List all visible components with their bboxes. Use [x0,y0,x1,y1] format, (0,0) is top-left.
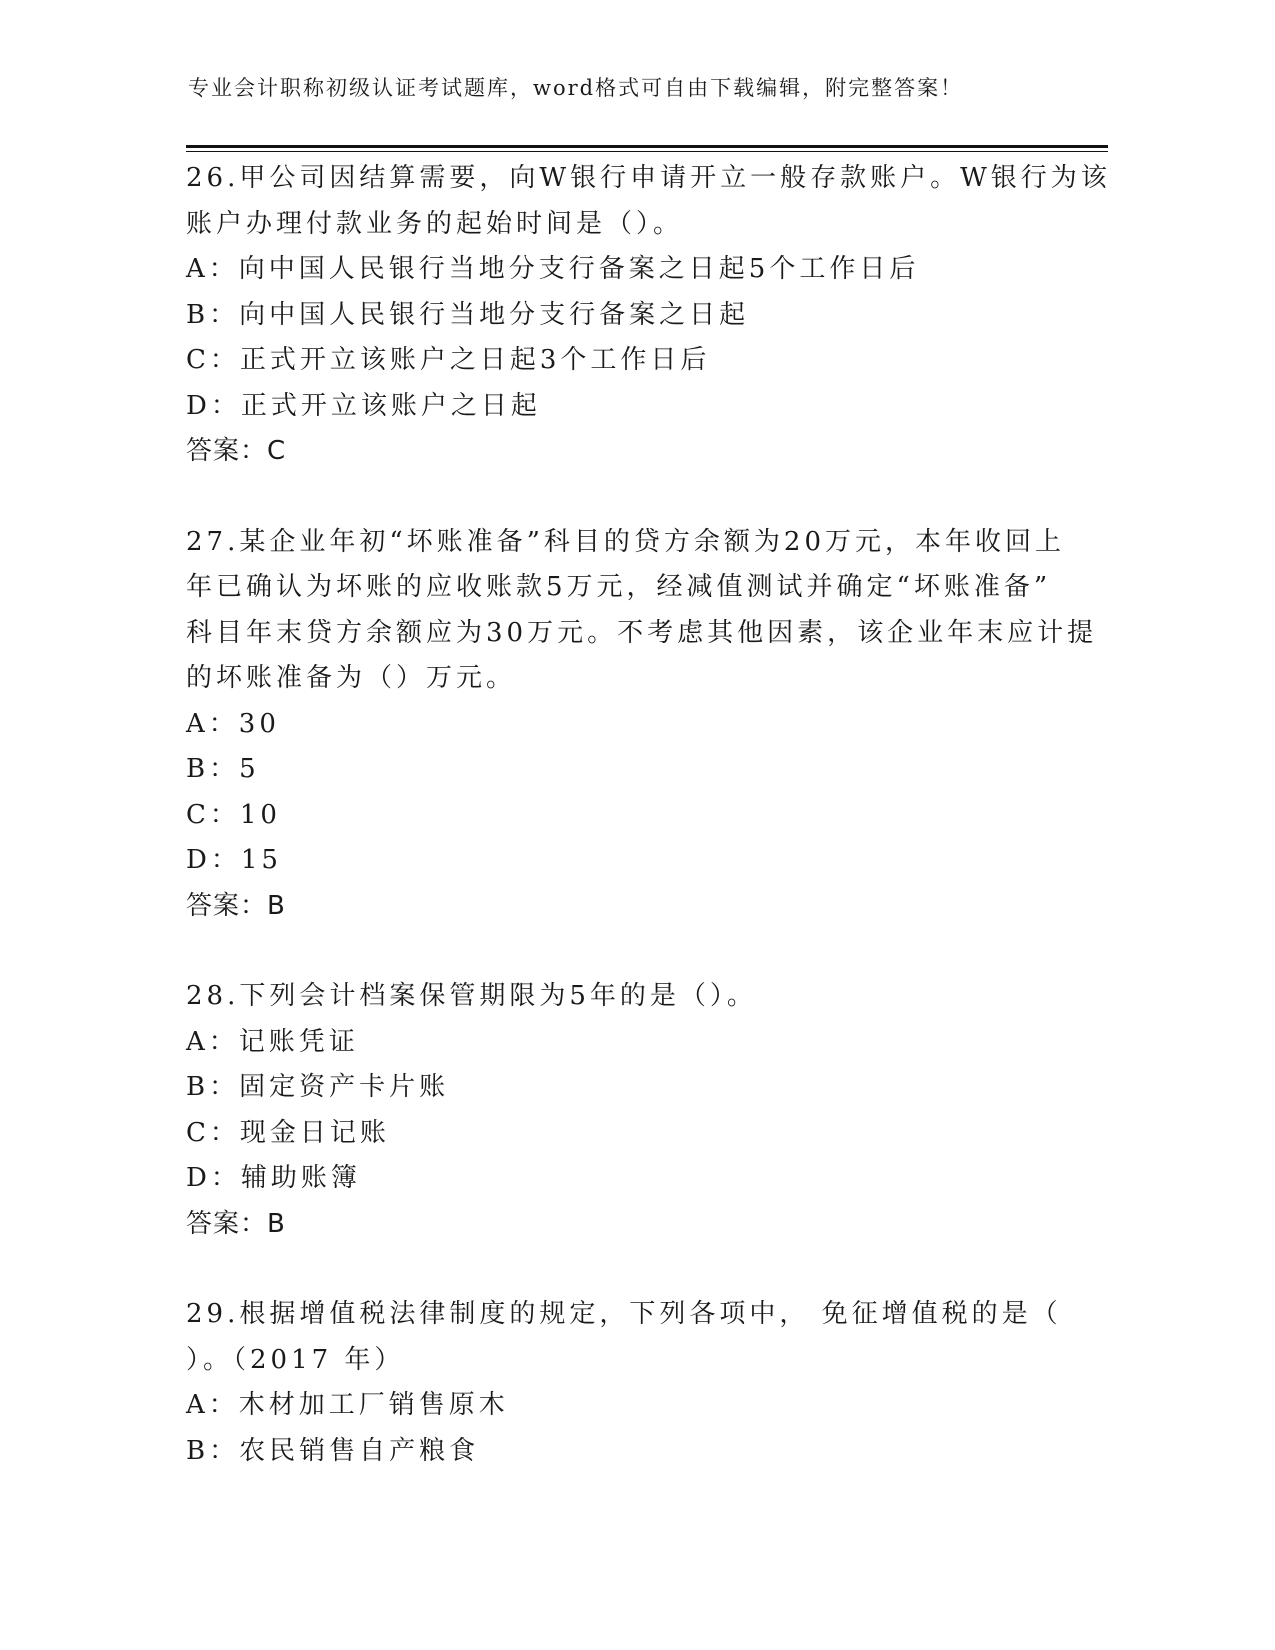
stem-line: 账户办理付款业务的起始时间是（）。 [186,208,684,239]
header-rule-thin [186,151,1108,152]
question-stem [186,974,1086,1020]
question-28 [186,974,1086,1247]
question-stem [186,520,1098,702]
option-c: C：正式开立该账户之日起3个工作日后 [186,345,711,375]
question-stem [186,1292,1086,1383]
option-c: C：现金日记账 [186,1117,390,1148]
spacer [186,1247,1086,1292]
question-list [186,156,1111,1474]
stem-line: 27.某企业年初“坏账准备”科目的贷方余额为20万元，本年收回上 [186,526,1066,557]
question-29 [186,1292,1086,1474]
stem-line: 29.根据增值税法律制度的规定，下列各项中， 免征增值税的是（ [186,1299,1062,1329]
stem-line: 26.甲公司因结算需要，向W银行申请开立一般存款账户。W银行为该 [186,163,1111,193]
spacer [186,475,1086,520]
option-d: D：辅助账簿 [186,1163,361,1193]
option-a: A：向中国人民银行当地分支行备案之日起5个工作日后 [186,254,920,284]
option-c: C：10 [186,799,281,830]
answer: 答案：B [186,890,286,921]
question-27 [186,520,1098,930]
answer: 答案：C [186,436,287,466]
option-a: A：30 [186,708,280,739]
option-d: D：正式开立该账户之日起 [186,390,541,421]
option-b: B：向中国人民银行当地分支行备案之日起 [186,299,750,330]
spacer [186,929,1086,974]
option-a: A：记账凭证 [186,1026,359,1057]
option-d: D：15 [186,845,282,875]
option-b: B：农民销售自产粮食 [186,1435,480,1466]
option-a: A：木材加工厂销售原木 [186,1390,509,1420]
stem-line: 科目年末贷方余额应为30万元。不考虑其他因素，该企业年末应计提 [186,617,1098,648]
stem-line: 的坏账准备为（）万元。 [186,663,517,693]
answer: 答案：B [186,1208,286,1239]
option-b: B：5 [186,754,260,784]
stem-line: 28.下列会计档案保管期限为5年的是（）。 [186,981,757,1011]
option-b: B：固定资产卡片账 [186,1072,450,1102]
stem-line: 年已确认为坏账的应收账款5万元，经减值测试并确定“坏账准备” [186,572,1052,602]
question-stem [186,156,1111,247]
page-header: 专业会计职称初级认证考试题库，word格式可自由下载编辑，附完整答案！ [188,76,964,100]
question-26 [186,156,1111,475]
stem-line: ）。（2017 年） [186,1344,405,1375]
header-rule-thick [186,145,1108,148]
